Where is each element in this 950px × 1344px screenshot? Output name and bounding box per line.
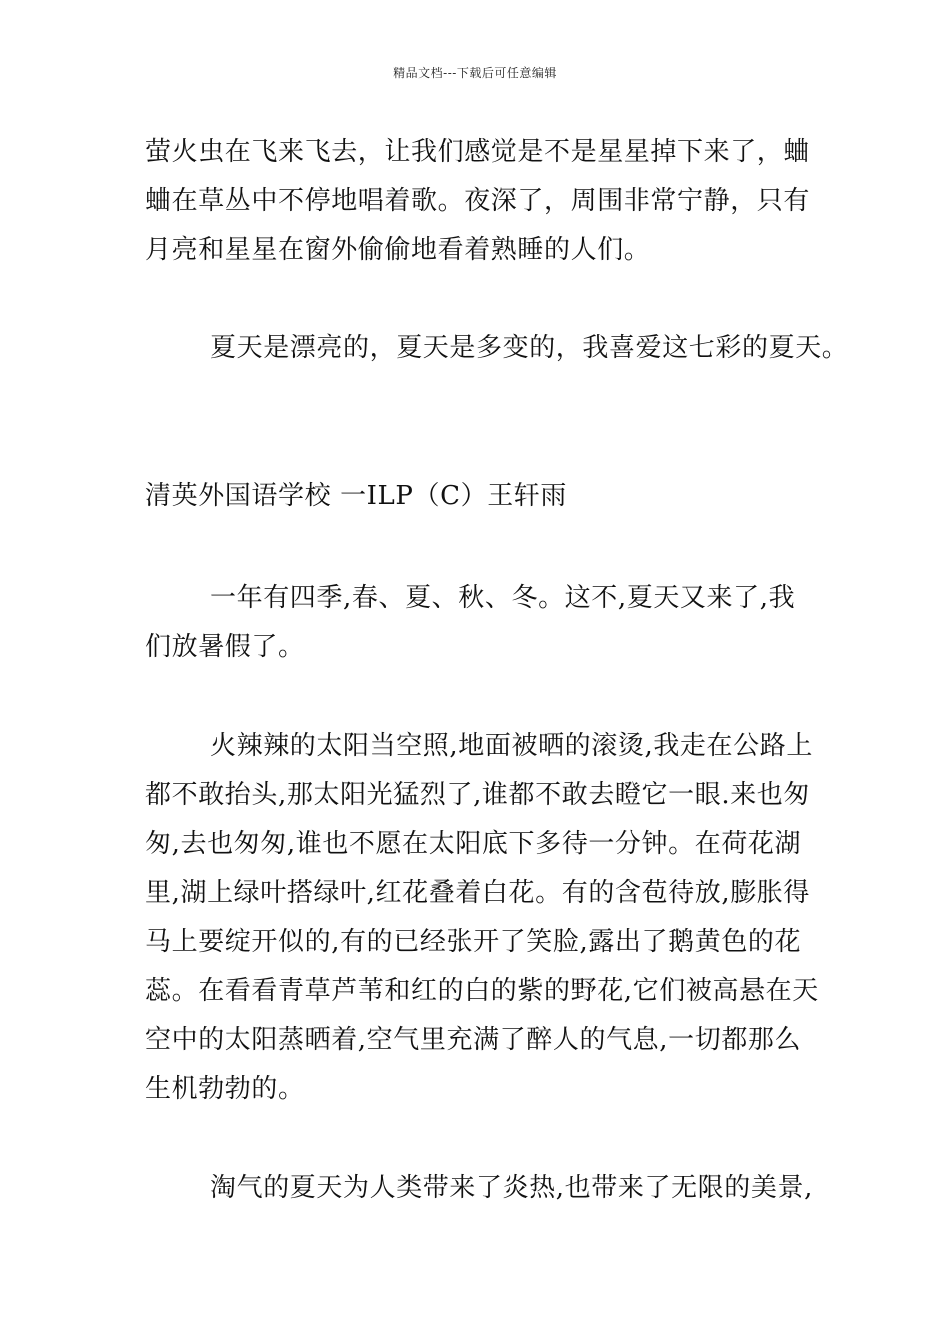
text-line: 蛐在草丛中不停地唱着歌。夜深了，周围非常宁静，只有 [145,186,811,216]
text-line: 一年有四季,春、夏、秋、冬。这不,夏天又来了,我 [210,583,796,613]
text-line: 们放暑假了。 [145,632,305,662]
paragraph-hot-sun [145,722,819,1114]
text-line: 蕊。在看看青草芦苇和红的白的紫的野花,它们被高悬在天 [145,976,819,1006]
author-text: 清英外国语学校 一ILP（C）王轩雨 [145,481,567,511]
author-line [145,472,810,521]
text-line: 夏天是漂亮的，夏天是多变的，我喜爱这七彩的夏天。 [210,333,849,363]
text-line: 生机勃勃的。 [145,1074,305,1104]
paragraph-four-seasons [145,574,810,672]
text-line: 都不敢抬头,那太阳光猛烈了,谁都不敢去瞪它一眼.来也匆 [145,780,810,810]
text-line: 匆,去也匆匆,谁也不愿在太阳底下多待一分钟。在荷花湖 [145,829,802,859]
paragraph-fireflies [145,128,810,275]
text-line: 马上要绽开似的,有的已经张开了笑脸,露出了鹅黄色的花 [145,927,802,957]
paragraph-summer-praise [145,324,849,373]
text-line: 月亮和星星在窗外偷偷地看着熟睡的人们。 [145,235,651,265]
text-line: 里,湖上绿叶搭绿叶,红花叠着白花。有的含苞待放,膨胀得 [145,878,810,908]
text-line: 空中的太阳蒸晒着,空气里充满了醉人的气息,一切都那么 [145,1025,802,1055]
paragraph-naughty-summer [145,1164,813,1213]
text-line: 萤火虫在飞来飞去，让我们感觉是不是星星掉下来了，蛐 [145,137,811,167]
text-line: 火辣辣的太阳当空照,地面被晒的滚烫,我走在公路上 [210,731,813,761]
page-header: 精品文档---下载后可任意编辑 [393,66,557,80]
text-line: 淘气的夏天为人类带来了炎热,也带来了无限的美景, [210,1173,813,1203]
